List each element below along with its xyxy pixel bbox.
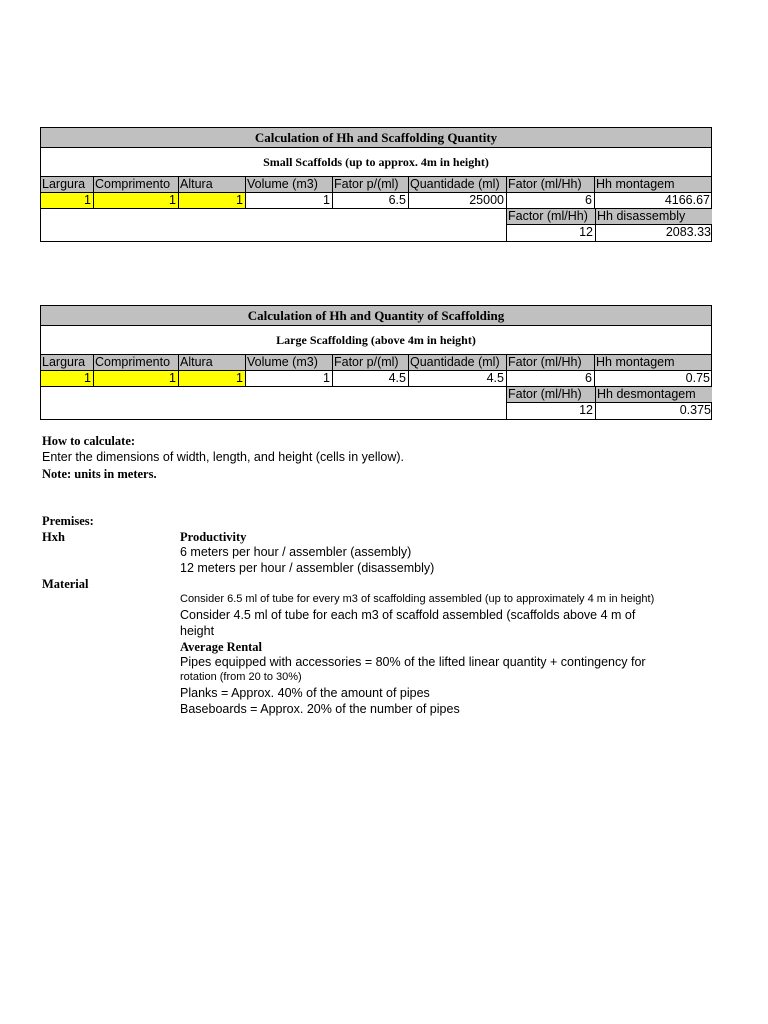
value-fator-ml-hh: 6 xyxy=(506,371,594,386)
material-small-scaffold: Consider 6.5 ml of tube for every m3 of scaffolding assembled (up to approximately 4 m in height) xyxy=(180,593,655,605)
disassembly-header xyxy=(506,387,712,403)
instructions-heading: How to calculate: xyxy=(42,434,136,448)
input-largura[interactable]: 1 xyxy=(41,193,93,208)
header-fator-ml-hh: Fator (ml/Hh) xyxy=(506,355,594,370)
productivity-assembly: 6 meters per hour / assembler (assembly) xyxy=(180,545,412,559)
material-large-scaffold-cont: height xyxy=(180,624,215,638)
header-fator-ml-hh: Fator (ml/Hh) xyxy=(508,387,582,401)
value-quantidade: 4.5 xyxy=(408,371,506,386)
header-row xyxy=(41,355,711,371)
header-hh-disassembly: Hh disassembly xyxy=(595,209,713,224)
header-volume: Volume (m3) xyxy=(245,177,332,192)
disassembly-header xyxy=(506,209,712,225)
header-fator-ml-hh: Fator (ml/Hh) xyxy=(506,177,594,192)
value-hh-disassembly: 2083.33 xyxy=(595,225,713,241)
input-comprimento[interactable]: 1 xyxy=(93,371,178,386)
instructions-note: Note: units in meters. xyxy=(42,467,157,481)
rental-pipes: Pipes equipped with accessories = 80% of the lifted linear quantity + contingency for xyxy=(180,655,646,669)
header-hh-montagem: Hh montagem xyxy=(594,355,712,370)
material-large-scaffold: Consider 4.5 ml of tube for each m3 of scaffold assembled (scaffolds above 4 m of xyxy=(180,608,636,622)
header-quantidade: Quantidade (ml) xyxy=(408,177,506,192)
rental-pipes-cont: rotation (from 20 to 30%) xyxy=(180,671,302,683)
hxh-label: Hxh xyxy=(42,530,65,544)
value-volume: 1 xyxy=(245,193,332,208)
value-fator-ml-hh: 6 xyxy=(506,193,594,208)
disassembly-values xyxy=(506,225,712,241)
table-subtitle: Large Scaffolding (above 4m in height) xyxy=(41,326,711,355)
header-row xyxy=(41,177,711,193)
productivity-disassembly: 12 meters per hour / assembler (disassembly) xyxy=(180,561,435,575)
header-altura: Altura xyxy=(178,177,245,192)
input-altura[interactable]: 1 xyxy=(178,371,245,386)
header-hh-montagem: Hh montagem xyxy=(594,177,712,192)
value-fator-ml: 6.5 xyxy=(332,193,408,208)
header-largura: Largura xyxy=(42,177,86,191)
disassembly-section xyxy=(41,387,711,419)
premises-heading: Premises: xyxy=(42,514,94,528)
value-fator-ml: 4.5 xyxy=(332,371,408,386)
value-hh-desmontagem: 0.375 xyxy=(595,403,713,419)
value-hh-montagem: 4166.67 xyxy=(594,193,712,208)
value-row xyxy=(41,193,711,209)
instructions-text: Enter the dimensions of width, length, and height (cells in yellow). xyxy=(42,450,404,464)
header-comprimento: Comprimento xyxy=(93,177,178,192)
rental-heading: Average Rental xyxy=(180,640,263,654)
material-label: Material xyxy=(42,577,89,591)
value-row xyxy=(41,371,711,387)
header-hh-desmontagem: Hh desmontagem xyxy=(595,387,713,402)
value-fator-desmontagem: 12 xyxy=(579,403,593,417)
table-title: Calculation of Hh and Quantity of Scaffolding xyxy=(41,306,711,326)
input-comprimento[interactable]: 1 xyxy=(93,193,178,208)
value-hh-montagem: 0.75 xyxy=(594,371,712,386)
header-volume: Volume (m3) xyxy=(245,355,332,370)
rental-planks: Planks = Approx. 40% of the amount of pipes xyxy=(180,686,430,700)
header-factor-ml-hh: Factor (ml/Hh) xyxy=(508,209,588,223)
header-fator-ml: Fator p/(ml) xyxy=(332,355,408,370)
disassembly-values xyxy=(506,403,712,419)
small-scaffold-table xyxy=(40,127,712,242)
header-altura: Altura xyxy=(178,355,245,370)
header-quantidade: Quantidade (ml) xyxy=(408,355,506,370)
rental-baseboards: Baseboards = Approx. 20% of the number of pipes xyxy=(180,702,460,716)
table-subtitle: Small Scaffolds (up to approx. 4m in height) xyxy=(41,148,711,177)
value-factor-disassembly: 12 xyxy=(579,225,593,239)
value-volume: 1 xyxy=(245,371,332,386)
header-largura: Largura xyxy=(42,355,86,369)
input-largura[interactable]: 1 xyxy=(41,371,93,386)
large-scaffold-table xyxy=(40,305,712,420)
header-comprimento: Comprimento xyxy=(93,355,178,370)
value-quantidade: 25000 xyxy=(408,193,506,208)
productivity-heading: Productivity xyxy=(180,530,247,544)
input-altura[interactable]: 1 xyxy=(178,193,245,208)
table-title: Calculation of Hh and Scaffolding Quantity xyxy=(41,128,711,148)
header-fator-ml: Fator p/(ml) xyxy=(332,177,408,192)
disassembly-section xyxy=(41,209,711,241)
